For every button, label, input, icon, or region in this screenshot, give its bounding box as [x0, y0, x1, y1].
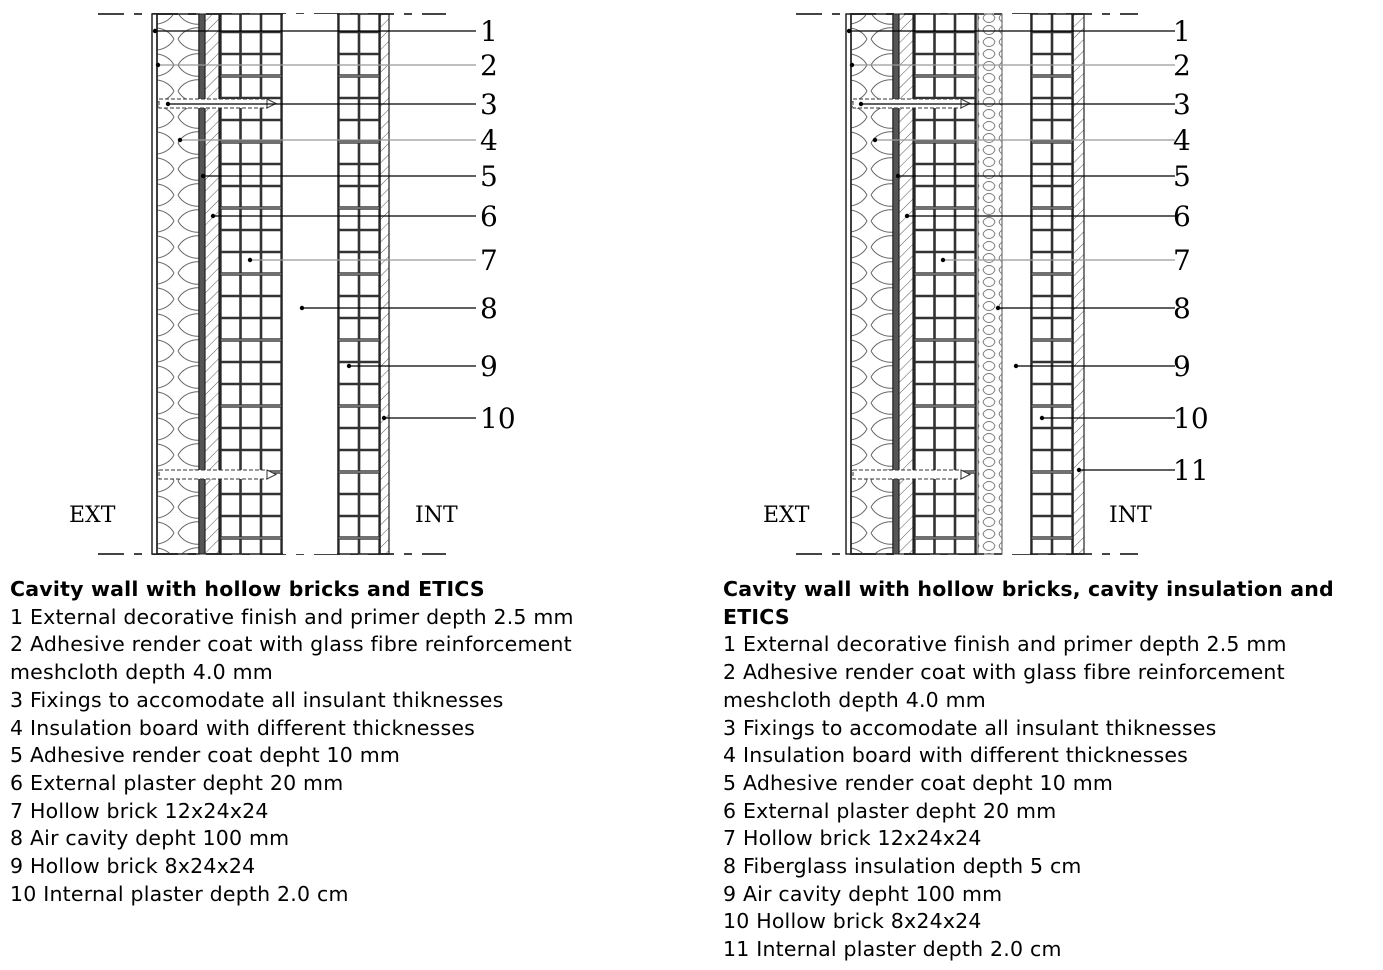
callout-5: 5: [1173, 160, 1191, 193]
callout-4: 4: [1173, 124, 1191, 157]
air-cavity: [1003, 14, 1030, 554]
ext-label: EXT: [763, 503, 810, 528]
legend-item: 10 Internal plaster depth 2.0 cm: [10, 881, 349, 906]
legend-item: 4 Insulation board with different thicknesses: [10, 715, 476, 740]
callout-1: 1: [1173, 15, 1191, 48]
legend-item: 8 Air cavity depht 100 mm: [10, 826, 290, 851]
callout-1: 1: [480, 15, 498, 48]
callout-2: 2: [1173, 49, 1191, 82]
legend-item: 11 Internal plaster depth 2.0 cm: [723, 937, 1062, 962]
legend-item: 6 External plaster depht 20 mm: [723, 798, 1057, 823]
legend-item: 4 Insulation board with different thicknesses: [723, 743, 1189, 768]
hollow-brick-8: [1031, 14, 1073, 554]
legend-title: Cavity wall with hollow bricks and ETICS: [10, 577, 485, 601]
callout-9: 9: [480, 350, 498, 383]
legend-item: 3 Fixings to accomodate all insulant thiknesses: [10, 687, 504, 712]
legend-item: 3 Fixings to accomodate all insulant thiknesses: [723, 715, 1217, 740]
callout-10: 10: [1173, 402, 1209, 435]
legend-right: [723, 576, 1383, 964]
legend-item: 5 Adhesive render coat depht 10 mm: [10, 743, 401, 768]
legend-left: [10, 576, 680, 908]
internal-plaster: [380, 14, 389, 554]
callout-10: 10: [480, 402, 516, 435]
air-cavity: [283, 14, 337, 554]
int-label: INT: [1109, 503, 1152, 528]
callout-8: 8: [1173, 292, 1191, 325]
callout-3: 3: [1173, 88, 1191, 121]
callout-5: 5: [480, 160, 498, 193]
fixing-anchor-bottom: [853, 470, 970, 479]
legend-item: 9 Air cavity depht 100 mm: [723, 881, 1003, 906]
callout-4: 4: [480, 124, 498, 157]
callout-3: 3: [480, 88, 498, 121]
legend-item: 2 Adhesive render coat with glass fibre reinforcement meshcloth depth 4.0 mm: [723, 660, 1285, 712]
legend-item: 2 Adhesive render coat with glass fibre reinforcement meshcloth depth 4.0 mm: [10, 632, 572, 685]
legend-item: 7 Hollow brick 12x24x24: [723, 826, 982, 851]
hollow-brick-8: [338, 14, 380, 554]
legend-item: 1 External decorative finish and primer depth 2.5 mm: [10, 604, 574, 629]
callout-11: 11: [1173, 454, 1209, 487]
callout-2: 2: [480, 49, 498, 82]
ext-label: EXT: [69, 503, 116, 528]
callout-6: 6: [480, 200, 498, 233]
legend-item: 8 Fiberglass insulation depth 5 cm: [723, 854, 1082, 879]
wall-section-left: [0, 0, 690, 970]
legend-item: 1 External decorative finish and primer depth 2.5 mm: [723, 632, 1287, 657]
legend-item: 6 External plaster depht 20 mm: [10, 770, 344, 795]
fiberglass-insulation: [978, 14, 1002, 554]
right-section-drawing: [693, 0, 1383, 570]
callout-9: 9: [1173, 350, 1191, 383]
callout-8: 8: [480, 292, 498, 325]
legend-title: Cavity wall with hollow bricks, cavity insulation and ETICS: [723, 577, 1334, 629]
callout-6: 6: [1173, 200, 1191, 233]
legend-item: 7 Hollow brick 12x24x24: [10, 798, 269, 823]
callout-7: 7: [1173, 244, 1191, 277]
fixing-anchor-bottom: [159, 470, 276, 479]
callout-7: 7: [480, 244, 498, 277]
wall-section-right: [693, 0, 1383, 970]
int-label: INT: [415, 503, 458, 528]
legend-item: 10 Hollow brick 8x24x24: [723, 909, 982, 934]
legend-item: 5 Adhesive render coat depht 10 mm: [723, 770, 1114, 795]
internal-plaster: [1073, 14, 1084, 554]
left-section-drawing: [0, 0, 690, 570]
legend-item: 9 Hollow brick 8x24x24: [10, 854, 256, 879]
